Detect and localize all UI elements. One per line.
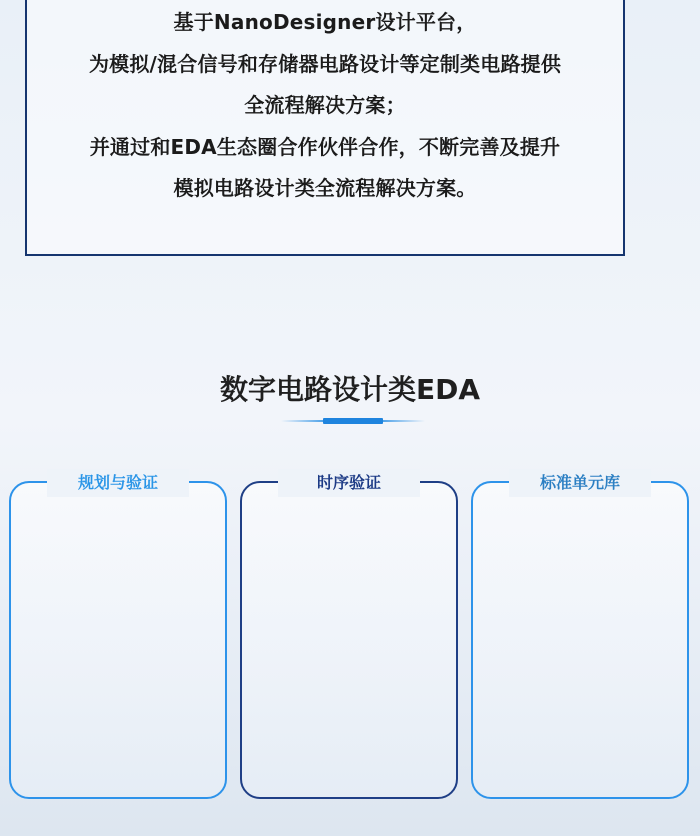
- intro-text-block: [27, 2, 623, 210]
- intro-line-4: 并通过和EDA生态圈合作伙伴合作，不断完善及提升: [89, 134, 561, 159]
- title-underline: [281, 418, 425, 424]
- section-title: 数字电路设计类EDA: [219, 373, 481, 406]
- card-title-wrap: [47, 469, 189, 497]
- intro-box: [25, 0, 625, 256]
- card-title: 时序验证: [316, 473, 381, 492]
- intro-line-3: 全流程解决方案；: [244, 93, 406, 117]
- card-title-wrap: [509, 469, 651, 497]
- card-title: 标准单元库: [539, 473, 620, 492]
- intro-line-1: 基于NanoDesigner设计平台，: [173, 10, 477, 34]
- intro-line-2: 为模拟/混合信号和存储器电路设计等定制类电路提供: [88, 51, 562, 76]
- card-standard-cell-library[interactable]: [471, 473, 689, 799]
- underline-accent-bar: [323, 418, 383, 424]
- card-timing-verification[interactable]: [240, 473, 458, 799]
- card-planning-verification[interactable]: [9, 473, 227, 799]
- card-title: 规划与验证: [77, 473, 158, 492]
- intro-line-5: 模拟电路设计类全流程解决方案。: [173, 176, 477, 200]
- card-title-wrap: [278, 469, 420, 497]
